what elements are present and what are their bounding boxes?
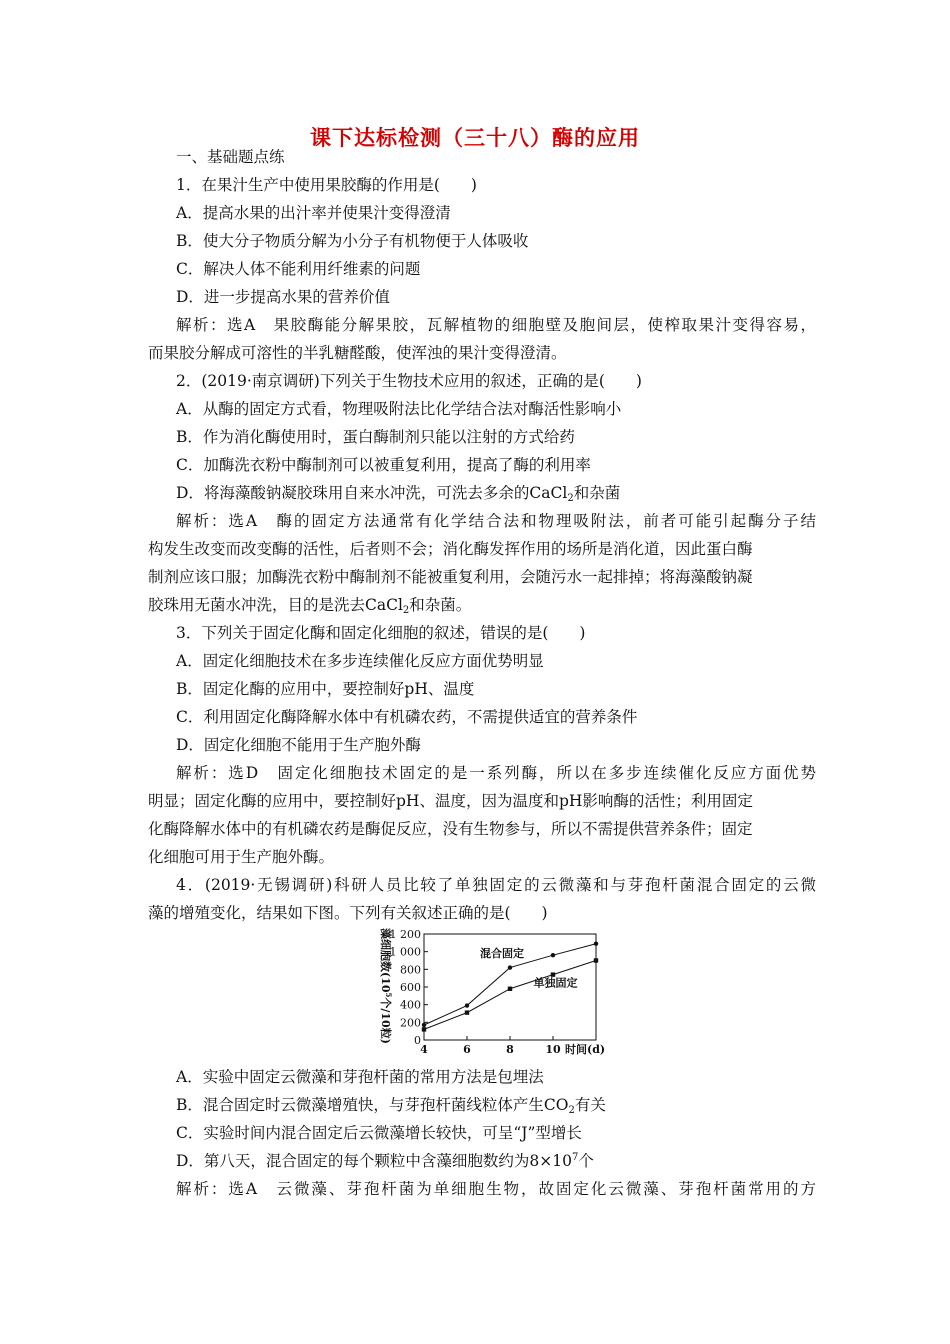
data-point [594, 958, 598, 962]
section-heading: 一、基础题点练 [176, 148, 285, 166]
x-tick-label: 6 [463, 1043, 471, 1056]
series-label: 单独固定 [533, 976, 578, 990]
q3-answer-line-1: 解析：选D 固定化细胞技术固定的是一系列酶，所以在多步连续催化反应方面优势 [176, 764, 816, 782]
q1-option-a: A．提高水果的出汁率并使果汁变得澄清 [176, 204, 451, 222]
q4-option-a: A．实验中固定云微藻和芽孢杆菌的常用方法是包埋法 [176, 1068, 544, 1086]
q2-answer-line-4: 胶珠用无菌水冲洗，目的是洗去CaCl$_2$和杂菌。 [148, 596, 472, 616]
data-point [422, 1027, 426, 1031]
q3-answer-line-4: 化细胞可用于生产胞外酶。 [148, 848, 335, 866]
series-label: 混合固定 [480, 947, 524, 961]
y-tick-label: 600 [400, 981, 421, 994]
data-point [422, 1023, 426, 1027]
q3-answer-line-3: 化酶降解水体中的有机磷农药是酶促反应，没有生物参与，所以不需提供营养条件；固定 [148, 820, 753, 838]
q4-option-c: C．实验时间内混合固定后云微藻增长较快，可呈“J”型增长 [176, 1124, 582, 1142]
q2-option-c: C．加酶洗衣粉中酶制剂可以被重复利用，提高了酶的利用率 [176, 456, 591, 474]
q4-answer-line-1: 解析：选A 云微藻、芽孢杆菌为单细胞生物，故固定化云微藻、芽孢杆菌常用的方 [176, 1180, 816, 1198]
q2-option-b: B．作为消化酶使用时，蛋白酶制剂只能以注射的方式给药 [176, 428, 575, 446]
y-tick-label: 0 [414, 1034, 421, 1047]
chart-y-axis-label: 藻细胞数($10^5$个/10粒) [379, 928, 393, 1044]
growth-line-chart [368, 926, 616, 1060]
y-tick-label: 800 [400, 963, 421, 977]
data-point [465, 1003, 469, 1007]
q2-answer-line-1: 解析：选A 酶的固定方法通常有化学结合法和物理吸附法，前者可能引起酶分子结 [176, 512, 816, 530]
y-tick-label: 1 000 [389, 945, 421, 959]
q1-option-d: D．进一步提高水果的营养价值 [176, 288, 390, 306]
x-tick-label: 10 [545, 1043, 561, 1056]
q1-option-b: B．使大分子物质分解为小分子有机物便于人体吸收 [176, 232, 529, 250]
q1-answer-line-2: 而果胶分解成可溶性的半乳糖醛酸，使浑浊的果汁变得澄清。 [148, 344, 567, 362]
q3-option-b: B．固定化酶的应用中，要控制好pH、温度 [176, 680, 475, 698]
y-tick-label: 200 [400, 1016, 421, 1030]
q4-stem-line-1: 4．(2019·无锡调研)科研人员比较了单独固定的云微藻和与芽孢杆菌混合固定的云微 [176, 876, 816, 894]
q3-option-d: D．固定化细胞不能用于生产胞外酶 [176, 736, 421, 754]
q3-option-a: A．固定化细胞技术在多步连续催化反应方面优势明显 [176, 652, 544, 670]
q3-option-c: C．利用固定化酶降解水体中有机磷农药，不需提供适宜的营养条件 [176, 708, 638, 726]
q4-option-d: D．第八天，混合固定的每个颗粒中含藻细胞数约为$8\times 10^7$个 [176, 1152, 594, 1170]
q2-option-d: D．将海藻酸钠凝胶珠用自来水冲洗，可洗去多余的CaCl$_2$和杂菌 [176, 484, 621, 504]
q3-answer-line-2: 明显；固定化酶的应用中，要控制好pH、温度，因为温度和pH影响酶的活性；利用固定 [148, 792, 753, 810]
y-tick-label: 400 [400, 998, 421, 1012]
q1-option-c: C．解决人体不能利用纤维素的问题 [176, 260, 421, 278]
q2-stem: 2．(2019·南京调研)下列关于生物技术应用的叙述，正确的是( ) [176, 372, 642, 390]
y-tick-label: 1 200 [389, 928, 421, 941]
chart-x-axis-label: 时间(d) [565, 1043, 606, 1056]
data-point [551, 953, 555, 957]
x-tick-label: 8 [506, 1043, 514, 1056]
data-point [508, 965, 512, 969]
page-title: 课下达标检测（三十八）酶的应用 [310, 126, 640, 150]
q3-stem: 3．下列关于固定化酶和固定化细胞的叙述，错误的是( ) [176, 624, 586, 642]
q1-answer-line-1: 解析：选A 果胶酶能分解果胶，瓦解植物的细胞壁及胞间层，使榨取果汁变得容易， [176, 316, 816, 334]
data-point [594, 942, 598, 946]
data-point [508, 987, 512, 991]
q2-answer-line-2: 构发生改变而改变酶的活性，后者则不会；消化酶发挥作用的场所是消化道，因此蛋白酶 [148, 540, 753, 558]
q2-option-a: A．从酶的固定方式看，物理吸附法比化学结合法对酶活性影响小 [176, 400, 622, 418]
q1-stem: 1．在果汁生产中使用果胶酶的作用是( ) [176, 176, 477, 194]
q4-option-b: B．混合固定时云微藻增殖快，与芽孢杆菌线粒体产生$CO_2$有关 [176, 1096, 606, 1116]
series-line-2 [424, 961, 596, 1030]
q2-answer-line-3: 制剂应该口服；加酶洗衣粉中酶制剂不能被重复利用，会随污水一起排掉；将海藻酸钠凝 [148, 568, 753, 586]
q4-stem-line-2: 藻的增殖变化，结果如下图。下列有关叙述正确的是( ) [148, 904, 548, 922]
x-tick-label: 4 [420, 1043, 428, 1056]
data-point [465, 1010, 469, 1014]
